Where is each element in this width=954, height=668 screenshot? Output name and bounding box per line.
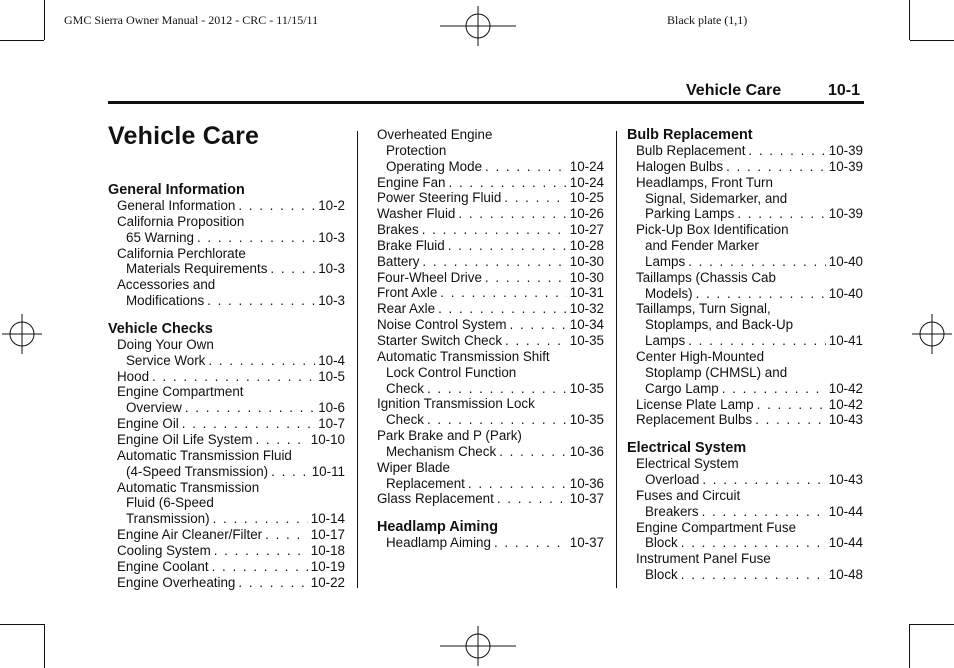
leader-dots (485, 270, 567, 286)
toc-page-number: 10-3 (318, 293, 345, 309)
toc-page-number: 10-41 (828, 333, 863, 349)
crop-mark (0, 40, 44, 41)
toc-page-number: 10-42 (828, 380, 863, 396)
toc-entry[interactable] (108, 277, 345, 309)
toc-entry-text: Overheated Engine (377, 127, 493, 142)
toc-entry-text: and Fender Marker (645, 238, 759, 254)
toc-entry[interactable] (108, 448, 345, 480)
column-divider (357, 131, 358, 588)
toc-entry-text: Cooling System (117, 542, 211, 558)
toc-entry[interactable] (108, 384, 345, 416)
toc-entry[interactable] (627, 222, 863, 270)
leader-dots (681, 535, 826, 551)
toc-entry[interactable] (108, 527, 345, 543)
toc-entry-text: Instrument Panel Fuse (636, 551, 771, 567)
toc-entry-text: Models) (645, 285, 693, 301)
toc-entry[interactable] (377, 333, 604, 349)
leader-dots (238, 575, 307, 591)
toc-entry-text: Engine Oil Life System (117, 431, 253, 447)
toc-entry[interactable] (627, 456, 863, 488)
toc-entry[interactable] (108, 416, 345, 432)
leader-dots (757, 397, 826, 413)
toc-entry[interactable] (377, 491, 604, 507)
registration-mark-top (440, 4, 516, 48)
toc-entry[interactable] (108, 337, 345, 369)
crop-mark (909, 624, 910, 668)
toc-page-number: 10-39 (828, 143, 863, 158)
toc-entry[interactable] (627, 159, 863, 175)
toc-page-number: 10-39 (828, 206, 863, 222)
leader-dots (197, 230, 315, 246)
leader-dots (755, 412, 826, 428)
toc-entry-text: License Plate Lamp (636, 396, 754, 412)
toc-entry-text: Signal, Sidemarker, and (645, 190, 788, 206)
toc-entry-text: Engine Coolant (117, 558, 209, 574)
leader-dots (448, 238, 567, 254)
toc-page-number: 10-10 (310, 431, 345, 447)
toc-page-number: 10-31 (569, 285, 604, 301)
toc-entry-text: Ignition Transmission Lock (377, 396, 535, 412)
toc-entry-text: Brake Fluid (377, 237, 445, 253)
toc-entry[interactable] (377, 127, 604, 175)
leader-dots (505, 333, 567, 349)
print-slug-left: GMC Sierra Owner Manual - 2012 - CRC - 11/15/11 (64, 13, 319, 27)
toc-entry-text: Engine Compartment (117, 384, 244, 400)
toc-entry-text: Engine Fan (377, 174, 446, 190)
toc-entry-text: Operating Mode (386, 158, 483, 174)
toc-entry-text: General Information (117, 198, 236, 213)
toc-entry-text: Fluid (6-Speed (126, 495, 214, 511)
leader-dots (214, 543, 308, 559)
toc-entry-text: Taillamps, Turn Signal, (636, 301, 771, 317)
toc-entry[interactable] (108, 559, 345, 575)
toc-entry[interactable] (627, 143, 863, 159)
leader-dots (688, 333, 826, 349)
toc-section-title: Headlamp Aiming (377, 519, 499, 536)
toc-entry-text: Automatic Transmission Fluid (117, 447, 292, 463)
leader-dots (458, 206, 566, 222)
leader-dots (696, 286, 826, 302)
leader-dots (422, 222, 567, 238)
toc-page-number: 10-42 (828, 396, 863, 412)
toc-entry-text: Noise Control System (377, 317, 507, 333)
leader-dots (497, 491, 567, 507)
toc-entry[interactable] (377, 270, 604, 286)
toc-page-number: 10-28 (569, 237, 604, 253)
toc-entry-text: Overview (126, 400, 182, 416)
toc-page-number: 10-43 (828, 412, 863, 428)
toc-page-number: 10-43 (828, 472, 863, 488)
toc-entry-text: Accessories and (117, 277, 216, 293)
toc-entry[interactable] (377, 428, 604, 460)
toc-entry[interactable] (377, 206, 604, 222)
leader-dots (748, 143, 825, 159)
toc-entry[interactable] (627, 270, 863, 302)
toc-entry-text: Hood (117, 368, 150, 384)
toc-entry[interactable] (108, 543, 345, 559)
running-header-page-number: 10-1 (828, 82, 861, 99)
toc-entry-text: Check (386, 412, 424, 428)
header-rule (108, 101, 864, 104)
toc-entry[interactable] (627, 488, 863, 520)
chapter-title: Vehicle Care (108, 122, 260, 150)
toc-entry-text: Replacement Bulbs (636, 412, 753, 428)
leader-dots (438, 301, 567, 317)
toc-entry-text: Washer Fluid (377, 206, 456, 222)
toc-entry-text: Mechanism Check (386, 443, 497, 459)
toc-page-number: 10-32 (569, 301, 604, 317)
toc-entry-text: Center High-Mounted (636, 348, 765, 364)
toc-entry-text: Headlamps, Front Turn (636, 174, 773, 190)
toc-entry-text: Glass Replacement (377, 491, 494, 507)
toc-page-number: 10-25 (569, 190, 604, 206)
leader-dots (182, 416, 315, 432)
toc-entry-text: Lamps (645, 333, 686, 349)
leader-dots (440, 285, 566, 301)
leader-dots (449, 175, 567, 191)
toc-entry-text: Engine Air Cleaner/Filter (117, 527, 263, 543)
toc-entry-text: Parking Lamps (645, 206, 735, 222)
leader-dots (427, 412, 567, 428)
toc-entry[interactable] (377, 254, 604, 270)
toc-entry-text: Fuses and Circuit (636, 487, 741, 503)
toc-entry-text: Engine Oil (117, 416, 179, 432)
leader-dots (271, 464, 309, 480)
toc-entry[interactable] (108, 198, 345, 214)
toc-page-number: 10-5 (318, 368, 345, 384)
toc-entry-text: Halogen Bulbs (636, 158, 724, 174)
toc-entry[interactable] (108, 480, 345, 528)
toc-entry-text: (4-Speed Transmission) (126, 463, 269, 479)
toc-entry[interactable] (377, 349, 604, 397)
registration-mark-bottom (440, 624, 516, 668)
toc-page-number: 10-40 (828, 285, 863, 301)
toc-page-number: 10-35 (569, 380, 604, 396)
registration-mark-left (0, 312, 44, 356)
toc-column-2 (377, 127, 604, 551)
toc-entry-text: Automatic Transmission (117, 479, 260, 495)
crop-mark (910, 624, 954, 625)
toc-entry[interactable] (377, 460, 604, 492)
toc-page-number: 10-39 (828, 158, 863, 174)
leader-dots (485, 159, 567, 175)
toc-entry-text: Block (645, 567, 678, 583)
toc-entry-text: Breakers (645, 503, 699, 519)
toc-page-number: 10-35 (569, 332, 604, 348)
leader-dots (213, 511, 308, 527)
toc-entry[interactable] (377, 317, 604, 333)
toc-entry-text: Front Axle (377, 285, 438, 301)
toc-entry[interactable] (627, 349, 863, 397)
leader-dots (208, 353, 315, 369)
toc-entry-text: Four-Wheel Drive (377, 269, 482, 285)
leader-dots (207, 293, 315, 309)
leader-dots (238, 198, 315, 214)
toc-entry-text: Service Work (126, 352, 206, 368)
toc-entry-text: California Proposition (117, 213, 245, 229)
toc-entry[interactable] (377, 535, 604, 551)
toc-entry-text: Transmission) (126, 511, 210, 527)
toc-page-number: 10-30 (569, 253, 604, 269)
toc-entry-text: Materials Requirements (126, 261, 268, 277)
toc-entry-text: Power Steering Fluid (377, 190, 502, 206)
toc-page-number: 10-44 (828, 535, 863, 551)
toc-entry-text: Automatic Transmission Shift (377, 348, 550, 364)
toc-section-title: Electrical System (627, 440, 747, 457)
toc-entry[interactable] (108, 575, 345, 591)
toc-entry-text: Taillamps (Chassis Cab (636, 269, 776, 285)
toc-page-number: 10-18 (310, 542, 345, 558)
toc-page-number: 10-36 (569, 443, 604, 459)
toc-page-number: 10-19 (310, 558, 345, 574)
toc-entry-text: Brakes (377, 222, 419, 238)
toc-page-number: 10-2 (318, 198, 345, 213)
toc-entry-text: Pick-Up Box Identification (636, 222, 789, 238)
crop-mark (44, 0, 45, 40)
toc-entry-text: Engine Overheating (117, 574, 236, 590)
toc-entry-text: Stoplamps, and Back-Up (645, 317, 794, 333)
toc-page-number: 10-36 (569, 475, 604, 491)
toc-entry-text: Stoplamp (CHMSL) and (645, 364, 788, 380)
toc-entry-text: Protection (386, 142, 447, 158)
leader-dots (185, 400, 315, 416)
leader-dots (702, 504, 826, 520)
toc-entry[interactable] (108, 432, 345, 448)
toc-entry-text: Doing Your Own (117, 336, 214, 352)
toc-entry[interactable] (377, 238, 604, 254)
leader-dots (681, 567, 826, 583)
toc-entry[interactable] (108, 369, 345, 385)
toc-page-number: 10-11 (311, 463, 345, 479)
toc-entry[interactable] (627, 397, 863, 413)
toc-entry[interactable] (377, 396, 604, 428)
toc-section-title: Vehicle Checks (108, 320, 213, 337)
toc-entry-text: Check (386, 380, 424, 396)
toc-entry[interactable] (108, 246, 345, 278)
toc-entry[interactable] (627, 412, 863, 428)
toc-entry-text: Battery (377, 253, 420, 269)
leader-dots (688, 254, 826, 270)
toc-entry-text: Electrical System (636, 456, 739, 472)
print-slug-right: Black plate (1,1) (667, 13, 748, 27)
toc-page-number: 10-22 (310, 574, 345, 590)
toc-entry[interactable] (377, 175, 604, 191)
toc-page-number: 10-3 (318, 229, 345, 245)
leader-dots (499, 444, 567, 460)
toc-entry-text: Rear Axle (377, 301, 436, 317)
toc-entry[interactable] (627, 551, 863, 583)
toc-entry-text: Block (645, 535, 678, 551)
toc-page-number: 10-24 (569, 158, 604, 174)
toc-entry-text: Lamps (645, 253, 686, 269)
toc-page-number: 10-4 (318, 352, 345, 368)
toc-entry[interactable] (377, 222, 604, 238)
toc-entry[interactable] (627, 175, 863, 223)
toc-page-number: 10-7 (318, 416, 345, 432)
toc-entry-text: Wiper Blade (377, 459, 450, 475)
toc-entry-text: 65 Warning (126, 229, 194, 245)
leader-dots (504, 190, 566, 206)
toc-page-number: 10-37 (569, 491, 604, 507)
leader-dots (270, 261, 315, 277)
toc-page-number: 10-17 (310, 527, 345, 543)
toc-entry-text: Replacement (386, 475, 465, 491)
leader-dots (468, 476, 567, 492)
leader-dots (212, 559, 308, 575)
toc-entry-text: California Perchlorate (117, 245, 246, 261)
toc-column-3 (627, 127, 863, 583)
toc-page-number: 10-30 (569, 269, 604, 285)
toc-entry-text: Headlamp Aiming (386, 535, 491, 551)
toc-page-number: 10-26 (569, 206, 604, 222)
toc-entry[interactable] (627, 301, 863, 349)
toc-page-number: 10-35 (569, 412, 604, 428)
toc-page-number: 10-14 (310, 511, 345, 527)
leader-dots (702, 472, 825, 488)
toc-page-number: 10-48 (828, 567, 863, 583)
toc-entry[interactable] (627, 520, 863, 552)
toc-column-1 (108, 182, 345, 590)
toc-entry-text: Lock Control Function (386, 364, 517, 380)
toc-entry-text: Park Brake and P (Park) (377, 428, 522, 444)
toc-page-number: 10-27 (569, 222, 604, 238)
leader-dots (265, 527, 308, 543)
toc-entry[interactable] (108, 214, 345, 246)
leader-dots (737, 206, 825, 222)
leader-dots (494, 535, 567, 551)
leader-dots (726, 159, 826, 175)
toc-page-number: 10-44 (828, 503, 863, 519)
crop-mark (909, 0, 910, 40)
toc-page-number: 10-6 (318, 400, 345, 416)
leader-dots (722, 381, 826, 397)
running-header-section: Vehicle Care (686, 82, 782, 99)
toc-entry[interactable] (377, 190, 604, 206)
leader-dots (255, 432, 307, 448)
toc-entry[interactable] (377, 285, 604, 301)
toc-page-number: 10-3 (318, 261, 345, 277)
toc-entry-text: Bulb Replacement (636, 143, 746, 158)
toc-entry[interactable] (377, 301, 604, 317)
toc-page-number: 10-24 (569, 174, 604, 190)
crop-mark (910, 40, 954, 41)
toc-entry-text: Overload (645, 472, 700, 488)
toc-entry-text: Modifications (126, 293, 205, 309)
toc-page-number: 10-37 (569, 535, 604, 551)
crop-mark (44, 624, 45, 668)
toc-entry-text: Starter Switch Check (377, 332, 503, 348)
toc-page-number: 10-34 (569, 317, 604, 333)
toc-entry-text: Cargo Lamp (645, 380, 719, 396)
toc-page-number: 10-40 (828, 253, 863, 269)
leader-dots (152, 369, 315, 385)
toc-entry-text: Engine Compartment Fuse (636, 519, 797, 535)
leader-dots (422, 254, 566, 270)
toc-section-title: General Information (108, 182, 245, 198)
toc-section-title: Bulb Replacement (627, 127, 753, 143)
leader-dots (510, 317, 567, 333)
column-divider (616, 131, 617, 588)
crop-mark (0, 624, 44, 625)
leader-dots (427, 381, 567, 397)
registration-mark-right (910, 312, 954, 356)
